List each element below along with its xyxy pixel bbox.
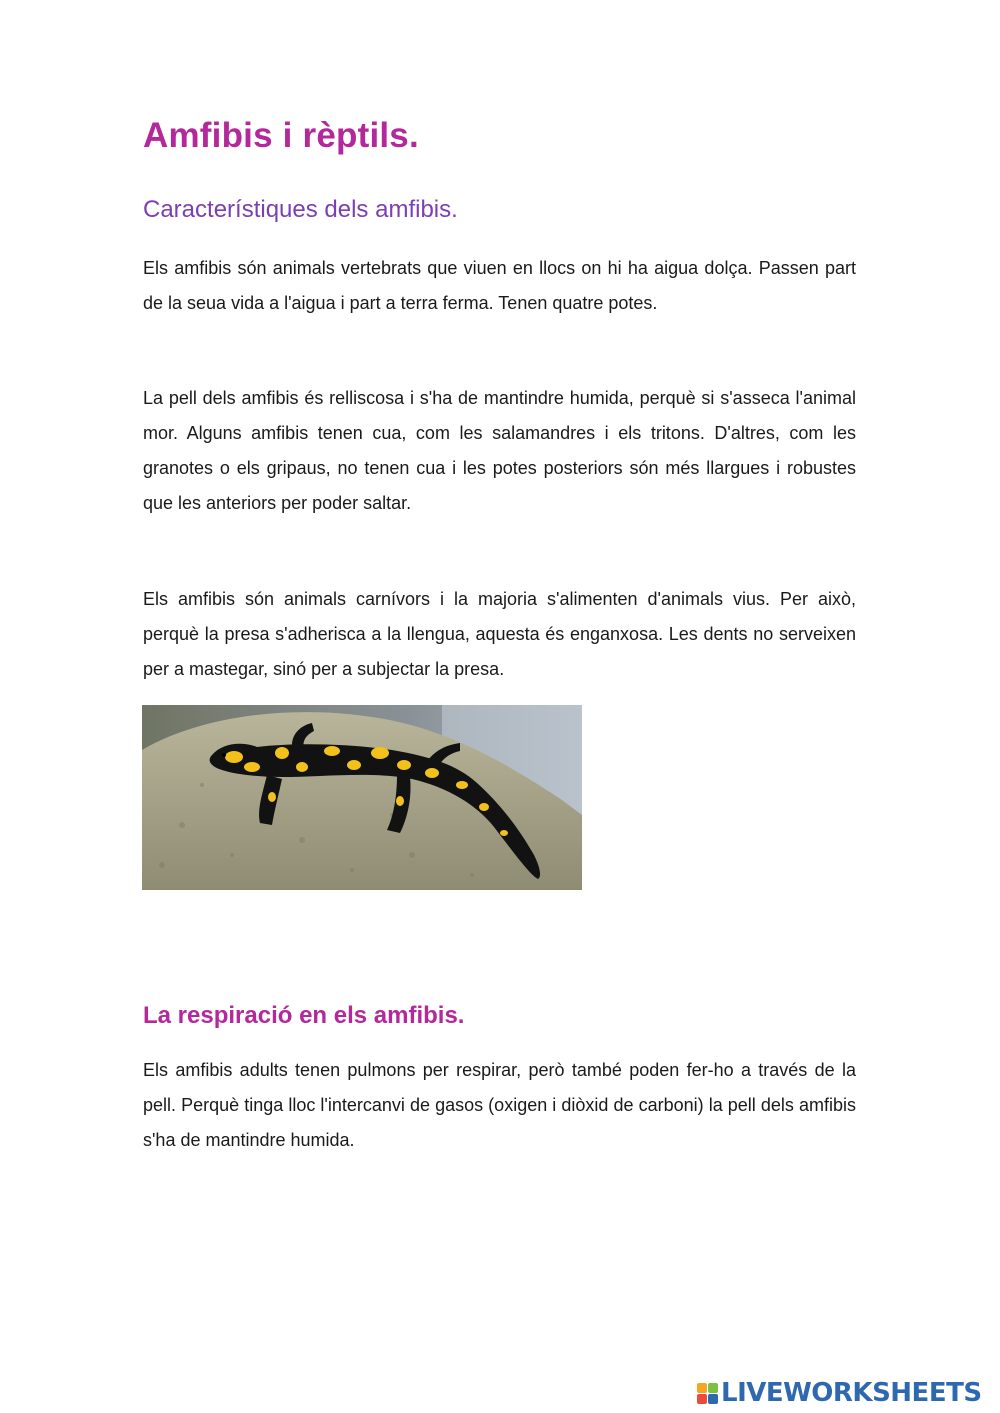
section-heading-respiration: La respiració en els amfibis. (143, 1002, 465, 1029)
logo-text: LIVEWORKSHEETS (721, 1378, 982, 1408)
logo-mark-icon (697, 1383, 718, 1404)
section-subtitle: Característiques dels amfibis. (143, 196, 458, 223)
paragraph-respiration: Els amfibis adults tenen pulmons per respirar, però també poden fer-ho a través de la pell. Perquè tinga lloc l'intercanvi de gasos (oxigen i diòxid de carboni) la pell dels amfibis s'ha de mantindre humida. (143, 1060, 856, 1150)
page-title: Amfibis i rèptils. (143, 116, 419, 155)
salamander-photo (142, 705, 582, 890)
paragraph-diet: Els amfibis són animals carnívors i la majoria s'alimenten d'animals vius. Per això, perquè la presa s'adherisca a la llengua, aquesta és enganxosa. Les dents no serveixen per a mastegar, sinó per a subjectar la presa. (143, 589, 856, 679)
paragraph-skin: La pell dels amfibis és relliscosa i s'ha de mantindre humida, perquè si s'asseca l'animal mor. Alguns amfibis tenen cua, com les salamandres i els tritons. D'altres, com les granotes o els gripaus, no tenen cua i les potes posteriors són més llargues i robustes que les anteriors per poder saltar. (143, 388, 856, 513)
liveworksheets-logo (697, 1378, 982, 1408)
paragraph-intro: Els amfibis són animals vertebrats que viuen en llocs on hi ha aigua dolça. Passen part de la seua vida a l'aigua i part a terra ferma. Tenen quatre potes. (143, 258, 856, 313)
